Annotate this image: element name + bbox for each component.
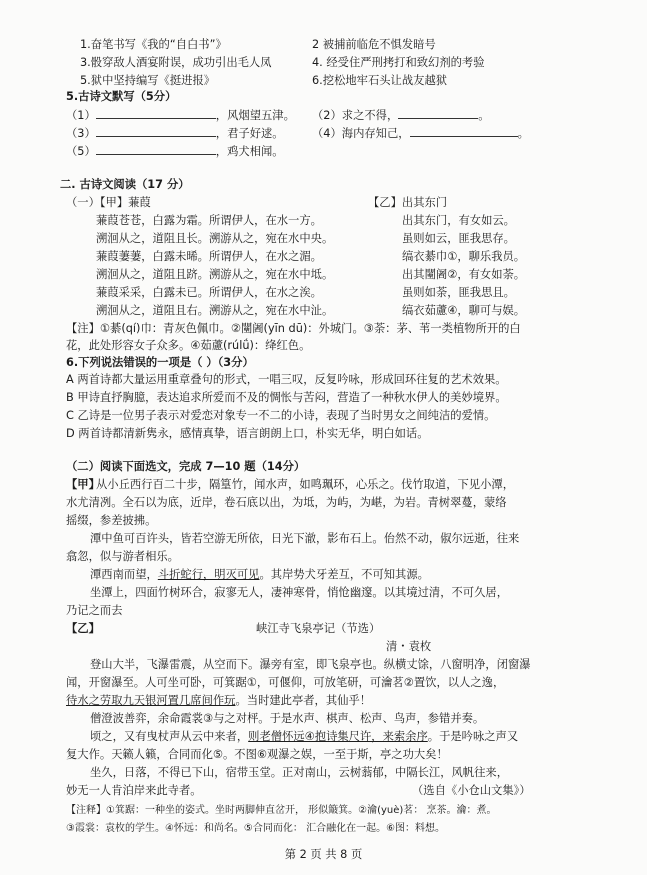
option-a[interactable]: A 两首诗都大量运用重章叠句的形式，一唱三叹，反复吟咏，形成回环往复的艺术效果。: [66, 373, 507, 386]
passage-jia-line: 潭中鱼可百许头，皆若空游无所依，日光下澈，影布石上。佁然不动，俶尔远逝，往来: [90, 532, 520, 545]
yi-line: 虽则如云，匪我思存。: [402, 232, 515, 245]
reading-heading: （二）阅读下面选文，完成 7—10 题（14分）: [66, 460, 306, 473]
poem-jia-title: （一）【甲】蒹葭: [66, 196, 151, 209]
yi-line: 虽则如荼，匪我思且。: [402, 286, 515, 299]
annotation-1: 【注释】①箕踞：一种坐的姿式。坐时两脚伸直岔开， 形似簸箕。②瀹(yuè)茗： 烹茶。瀹：煮。: [66, 805, 497, 816]
jia-line: 蒹葭苍苍，白露为霜。所谓伊人，在水一方。: [96, 214, 322, 227]
fill-1: （1） ，风烟望五津。: [66, 106, 295, 124]
passage-yi-line: 妙无一人肯泊岸来此寺者。: [66, 784, 202, 797]
passage-jia-line: 翕忽，似与游者相乐。: [66, 550, 179, 563]
choice-4: 4. 经受住严刑拷打和致幻剂的考验: [312, 56, 485, 69]
passage-yi-line: 僧澄波善弈，余命霞裳③与之对枰。于是水声、棋声、松声、鸟声，参错并奏。: [90, 712, 485, 725]
option-c[interactable]: C 乙诗是一位男子表示对爱恋对象专一不二的小诗，表现了当时男女之间纯洁的爱情。: [66, 409, 496, 422]
annotation-2: ③霞裳：袁枚的学生。④怀远：和尚名。⑤合同而化： 汇合融化在一起。⑥图：料想。: [66, 823, 446, 834]
blank-1[interactable]: [96, 106, 216, 119]
blank-5[interactable]: [96, 142, 216, 155]
passage-yi-line: 登山大半，飞瀑雷震，从空而下。瀑旁有室，即飞泉亭也。纵横丈馀，八窗明净，闭窗瀑: [90, 658, 531, 671]
fill-3: （3） ，君子好逑。: [66, 124, 284, 142]
underlined-sentence-2: 待水之劳取九天银河置几席间作玩: [66, 694, 236, 707]
yi-line: 缟衣綦巾①，聊乐我员。: [402, 250, 526, 263]
jia-line: 溯洄从之，道阻且长。溯游从之，宛在水中央。: [96, 232, 334, 245]
passage-yi-line: 复大作。天籁人籁，合同而化⑤。不图⑥观瀑之娱，一至于斯，亭之功大矣！: [66, 748, 448, 761]
choice-5: 5.狱中坚持编写《挺进报》: [80, 74, 216, 87]
fill-4: （4）海内存知己， 。: [312, 124, 529, 142]
question-6: 6.下列说法错误的一项是（ ）（3分）: [66, 356, 254, 369]
poem-note-2: 花，此处形容女子众多。④茹藘(rúlǘ)：绛红色。: [66, 339, 311, 352]
choice-2: 2 被捕前临危不惧发暗号: [312, 38, 436, 51]
passage-yi-label: 【乙】: [66, 622, 100, 635]
passage-jia-line: 潭西南而望，斗折蛇行，明灭可见。其岸势犬牙差互，不可知其源。: [90, 568, 429, 581]
passage-jia-label: 【甲】: [66, 478, 100, 491]
poem-yi-title: 【乙】出其东门: [368, 196, 448, 209]
choice-3: 3.骰穿敌人酒宴附误，成功引出毛人凤: [80, 56, 272, 69]
part2-heading: 二. 古诗文阅读（17 分）: [60, 178, 190, 191]
passage-yi-line: 坐久，日落，不得已下山，宿带玉堂。正对南山，云树蓊郁，中隔长江，风帆往来，: [90, 766, 508, 779]
source-citation: （选自《小仓山文集》）: [412, 784, 531, 797]
jia-line: 溯洄从之，道阻且跻。溯游从之，宛在水中坻。: [96, 268, 334, 281]
yi-line: 出其东门，有女如云。: [402, 214, 515, 227]
passage-yi-title: 峡江寺飞泉亭记（节选）: [256, 622, 381, 635]
fill-5: （5） ，鸡犬相闻。: [66, 142, 284, 160]
poem-note-1: 【注】①綦(qí)巾：青灰色佩巾。②闉阇(yīn dū)：外城门。③荼：茅、苇一类植物所开的白: [66, 322, 521, 335]
passage-jia-line: 坐潭上，四面竹树环合，寂寥无人，凄神寒骨，悄怆幽邃。以其境过清，不可久居，: [90, 586, 508, 599]
option-d[interactable]: D 两首诗都清新隽永，感情真挚，语言朗朗上口，朴实无华，明白如话。: [66, 427, 429, 440]
option-b[interactable]: B 甲诗直抒胸臆，表达追求所爱而不及的惆怅与苦闷，营造了一种秋水伊人的美妙境界。: [66, 391, 507, 404]
passage-yi-line: 闻，开窗瀑至。人可坐可卧，可箕踞①，可偃仰，可放笔研，可瀹茗②置饮，以人之逸，: [66, 676, 505, 689]
blank-2[interactable]: [398, 106, 478, 119]
fill-2: （2）求之不得， 。: [312, 106, 490, 124]
passage-jia-line: 摇缀，参差披拂。: [66, 514, 157, 527]
underlined-sentence-3: 则老僧怀远④抱诗集尺许，来索余序: [248, 730, 428, 743]
passage-yi-line: 待水之劳取九天银河置几席间作玩。当时建此亭者，其仙乎！: [66, 694, 372, 707]
underlined-sentence-1: 斗折蛇行，明灭可见: [157, 568, 260, 581]
passage-jia-line: 水尤清冽。全石以为底，近岸，卷石底以出，为坻，为屿，为嵁，为岩。青树翠蔓，蒙络: [66, 496, 507, 509]
passage-yi-author: 清・袁枚: [386, 640, 432, 653]
yi-line: 出其闉阇②，有女如荼。: [402, 268, 526, 281]
blank-3[interactable]: [96, 124, 216, 137]
jia-line: 蒹葭采采，白露未已。所谓伊人，在水之涘。: [96, 286, 322, 299]
choice-1: 1.奋笔书写《我的“自白书”》: [80, 38, 227, 51]
jia-line: 溯洄从之，道阻且右。溯游从之，宛在水中沚。: [96, 304, 334, 317]
passage-jia-line: 从小丘西行百二十步，隔篁竹，闻水声，如鸣珮环，心乐之。伐竹取道，下见小潭，: [96, 478, 514, 491]
jia-line: 蒹葭萋萋，白露未晞。所谓伊人，在水之湄。: [96, 250, 322, 263]
choice-6: 6.挖松地牢石头让战友越狱: [312, 74, 448, 87]
passage-yi-line: 顷之，又有曳杖声从云中来者，则老僧怀远④抱诗集尺许，来索余序。于是吟咏之声又: [90, 730, 519, 743]
blank-4[interactable]: [410, 124, 518, 137]
page-footer: 第 2 页 共 8 页: [284, 848, 363, 861]
yi-line: 缟衣茹藘④，聊可与娱。: [402, 304, 526, 317]
passage-jia-line: 乃记之而去: [66, 604, 123, 617]
sec5-heading: 5.古诗文默写（5分）: [66, 90, 177, 103]
